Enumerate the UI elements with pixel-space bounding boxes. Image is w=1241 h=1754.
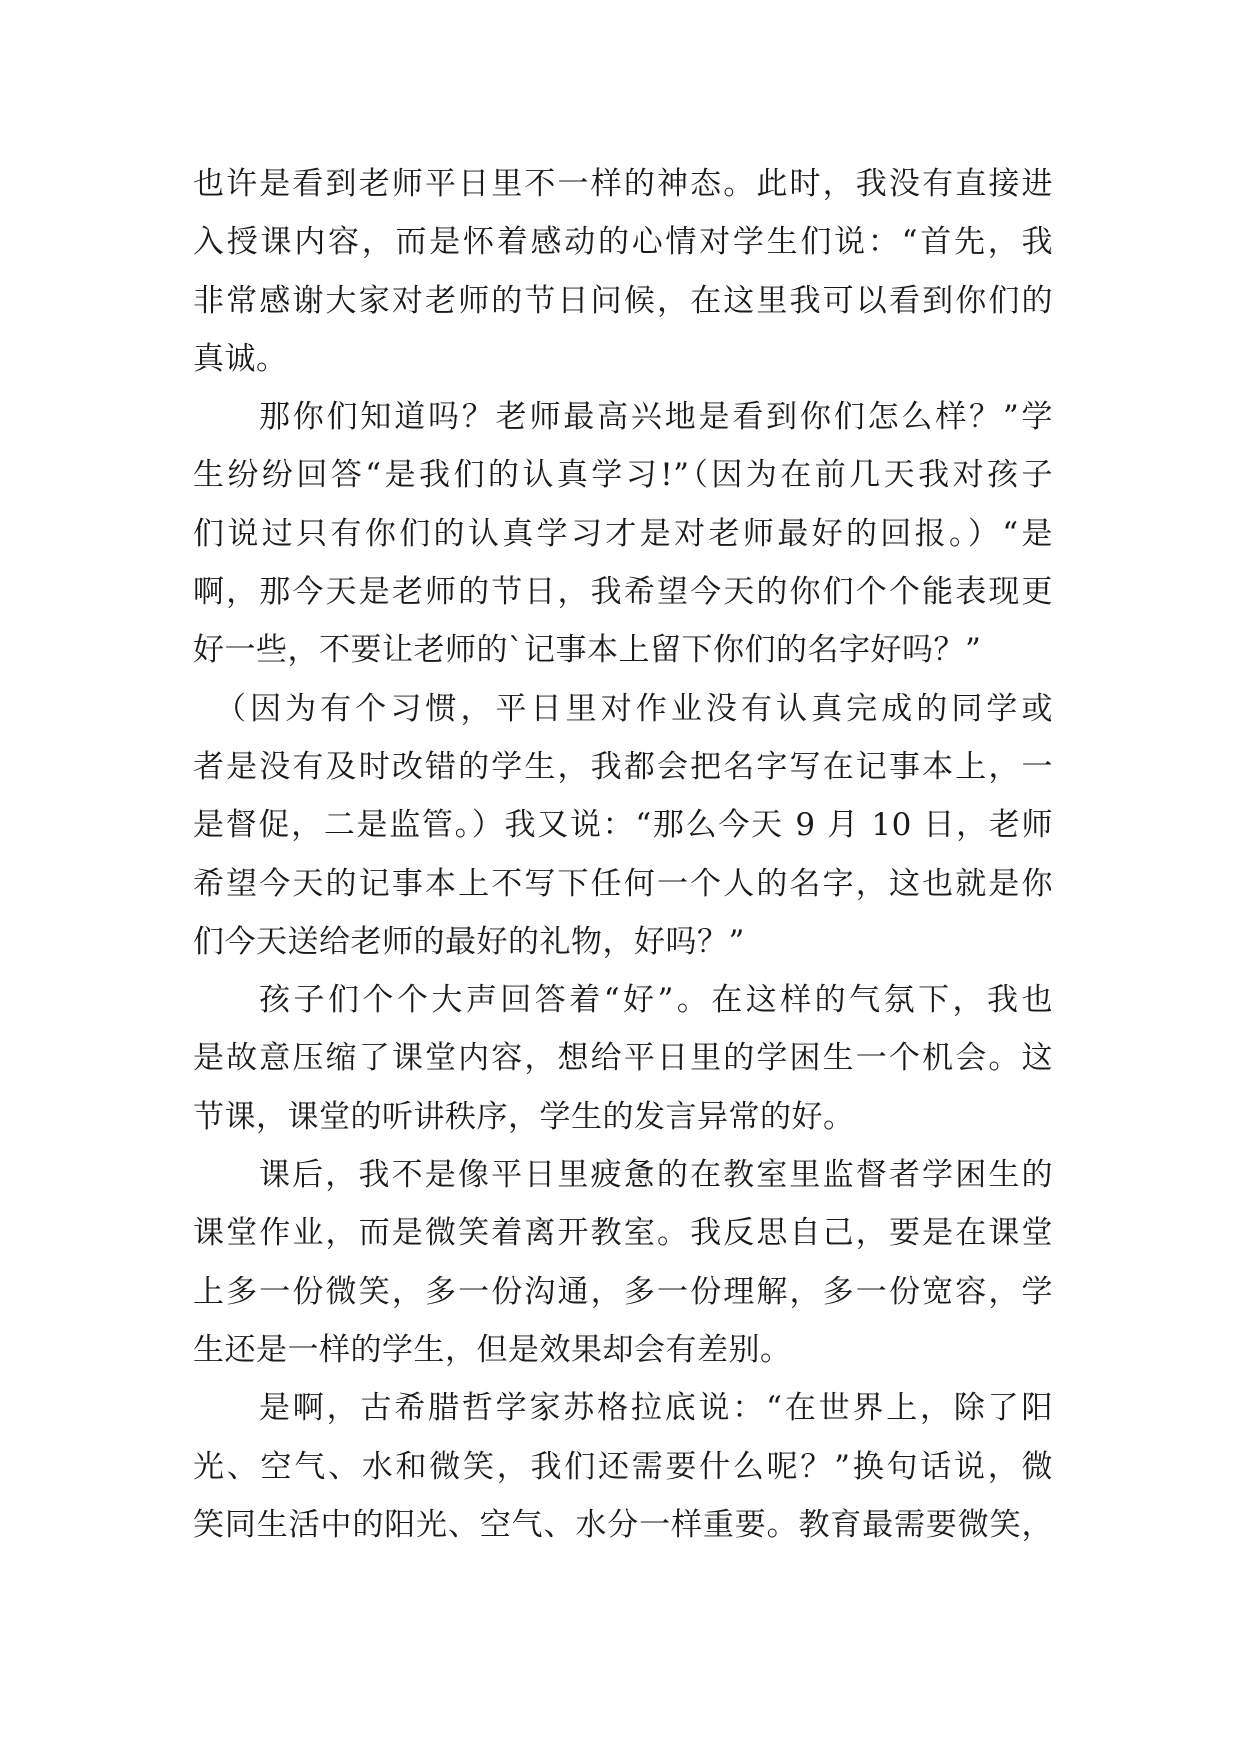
text-line: 啊，那今天是老师的节日，我希望今天的你们个个能表现更 bbox=[193, 574, 1053, 611]
text-line: 是啊，古希腊哲学家苏格拉底说：“在世界上，除了阳 bbox=[259, 1390, 1053, 1427]
text-line: 课后，我不是像平日里疲惫的在教室里监督者学困生的 bbox=[259, 1157, 1053, 1194]
text-line: （因为有个习惯，平日里对作业没有认真完成的同学或 bbox=[215, 690, 1053, 727]
text-line: 好一些，不要让老师的`记事本上留下你们的名字好吗？” bbox=[193, 632, 982, 669]
text-line: 者是没有及时改错的学生，我都会把名字写在记事本上，一 bbox=[193, 748, 1053, 785]
text-line: 也许是看到老师平日里不一样的神态。此时，我没有直接进 bbox=[193, 166, 1053, 202]
text-line: 那你们知道吗？老师最高兴地是看到你们怎么样？”学 bbox=[259, 399, 1053, 436]
text-line: 是督促，二是监管。）我又说：“那么今天 9 月 10 日，老师 bbox=[193, 807, 1053, 844]
body-text bbox=[193, 155, 1053, 1554]
text-line: 课堂作业，而是微笑着离开教室。我反思自己，要是在课堂 bbox=[193, 1215, 1053, 1252]
text-line: 节课，课堂的听讲秩序，学生的发言异常的好。 bbox=[193, 1098, 855, 1135]
text-line: 光、空气、水和微笑，我们还需要什么呢？”换句话说，微 bbox=[193, 1448, 1053, 1485]
text-line: 是故意压缩了课堂内容，想给平日里的学困生一个机会。这 bbox=[193, 1040, 1053, 1077]
text-line: 非常感谢大家对老师的节日问候，在这里我可以看到你们的 bbox=[193, 282, 1053, 319]
text-line: 入授课内容，而是怀着感动的心情对学生们说：“首先，我 bbox=[193, 224, 1053, 261]
text-line: 生还是一样的学生，但是效果却会有差别。 bbox=[193, 1331, 792, 1368]
text-line: 生纷纷回答“是我们的认真学习!”（因为在前几天我对孩子 bbox=[193, 457, 1053, 494]
text-line: 上多一份微笑，多一份沟通，多一份理解，多一份宽容，学 bbox=[193, 1273, 1053, 1310]
text-line: 们说过只有你们的认真学习才是对老师最好的回报。）“是 bbox=[193, 515, 1053, 552]
text-line: 希望今天的记事本上不写下任何一个人的名字，这也就是你 bbox=[193, 865, 1053, 902]
text-line: 们今天送给老师的最好的礼物，好吗？” bbox=[193, 923, 745, 960]
text-line: 真诚。 bbox=[193, 340, 288, 377]
text-line: 孩子们个个大声回答着“好”。在这样的气氛下，我也 bbox=[259, 982, 1053, 1019]
text-line: 笑同生活中的阳光、空气、水分一样重要。教育最需要微笑， bbox=[193, 1506, 1053, 1543]
